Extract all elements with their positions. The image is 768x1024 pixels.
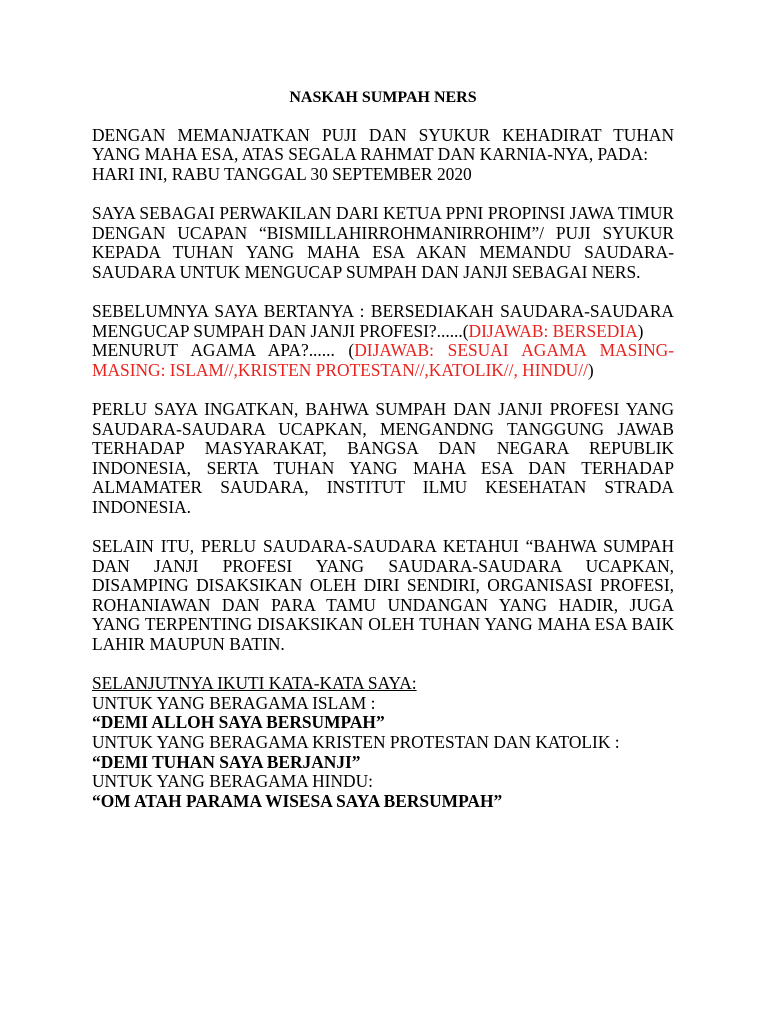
kristen-oath: “DEMI TUHAN SAYA BERJANJI” <box>92 751 361 772</box>
representative-paragraph: SAYA SEBAGAI PERWAKILAN DARI KETUA PPNI PROPINSI JAWA TIMUR DENGAN UCAPAN “BISMILLAHIRROHMANIRROHIM”/ PUJI SYUKUR KEPADA TUHAN YANG MAHA ESA AKAN MEMANDU SAUDARA-SAUDARA UNTUK MENGUCAP SUMPAH DAN JANJI SEBAGAI NERS. <box>92 202 674 282</box>
hindu-label: UNTUK YANG BERAGAMA HINDU: <box>92 771 373 792</box>
kristen-label: UNTUK YANG BERAGAMA KRISTEN PROTESTAN DAN KATOLIK : <box>92 732 620 752</box>
document-title: NASKAH SUMPAH NERS <box>289 89 477 106</box>
opening-paragraph <box>92 126 674 185</box>
question-willing-close: ) <box>637 320 644 341</box>
islam-label: UNTUK YANG BERAGAMA ISLAM : <box>92 692 376 713</box>
questions-paragraph <box>92 302 674 380</box>
hindu-oath: “OM ATAH PARAMA WISESA SAYA BERSUMPAH” <box>92 790 503 811</box>
reminder-paragraph: PERLU SAYA INGATKAN, BAHWA SUMPAH DAN JANJI PROFESI YANG SAUDARA-SAUDARA UCAPKAN, MENGANDNG TANGGUNG JAWAB TERHADAP MASYARAKAT, BANGSA DAN NEGARA REPUBLIK INDONESIA, SERTA TUHAN YANG MAHA ESA DAN TERHADAP ALMAMATER SAUDARA, INSTITUT ILMU KESEHATAN STRADA INDONESIA. <box>92 398 674 517</box>
question-religion-close: ) <box>587 359 594 380</box>
islam-oath: “DEMI ALLOH SAYA BERSUMPAH” <box>92 712 385 733</box>
question-religion <box>92 341 674 380</box>
document-page <box>92 88 674 811</box>
oath-section <box>92 674 674 811</box>
question-willing <box>92 302 674 341</box>
question-willing-answer: DIJAWAB: BERSEDIA <box>468 320 638 341</box>
question-religion-text: MENURUT AGAMA APA?...... ( <box>92 340 355 361</box>
question-willing-text: SEBELUMNYA SAYA BERTANYA : BERSEDIAKAH SAUDARA-SAUDARA MENGUCAP SUMPAH DAN JANJI PROFESI?......( <box>92 300 674 341</box>
opening-date: HARI INI, RABU TANGGAL 30 SEPTEMBER 2020 <box>92 163 472 184</box>
witness-paragraph: SELAIN ITU, PERLU SAUDARA-SAUDARA KETAHUI “BAHWA SUMPAH DAN JANJI PROFESI YANG SAUDARA-SAUDARA UCAPKAN, DISAMPING DISAKSIKAN OLEH DIRI SENDIRI, ORGANISASI PROFESI, ROHANIAWAN DAN PARA TAMU UNDANGAN YANG HADIR, JUGA YANG TERPENTING DISAKSIKAN OLEH TUHAN YANG MAHA ESA BAIK LAHIR MAUPUN BATIN. <box>92 536 674 655</box>
opening-text: DENGAN MEMANJATKAN PUJI DAN SYUKUR KEHADIRAT TUHAN YANG MAHA ESA, ATAS SEGALA RAHMAT DAN KARNIA-NYA, PADA: <box>92 124 674 165</box>
follow-heading: SELANJUTNYA IKUTI KATA-KATA SAYA: <box>92 673 417 694</box>
question-religion-answer: DIJAWAB: SESUAI AGAMA MASING-MASING: ISLAM//,KRISTEN PROTESTAN//,KATOLIK//, HINDU// <box>92 340 674 380</box>
